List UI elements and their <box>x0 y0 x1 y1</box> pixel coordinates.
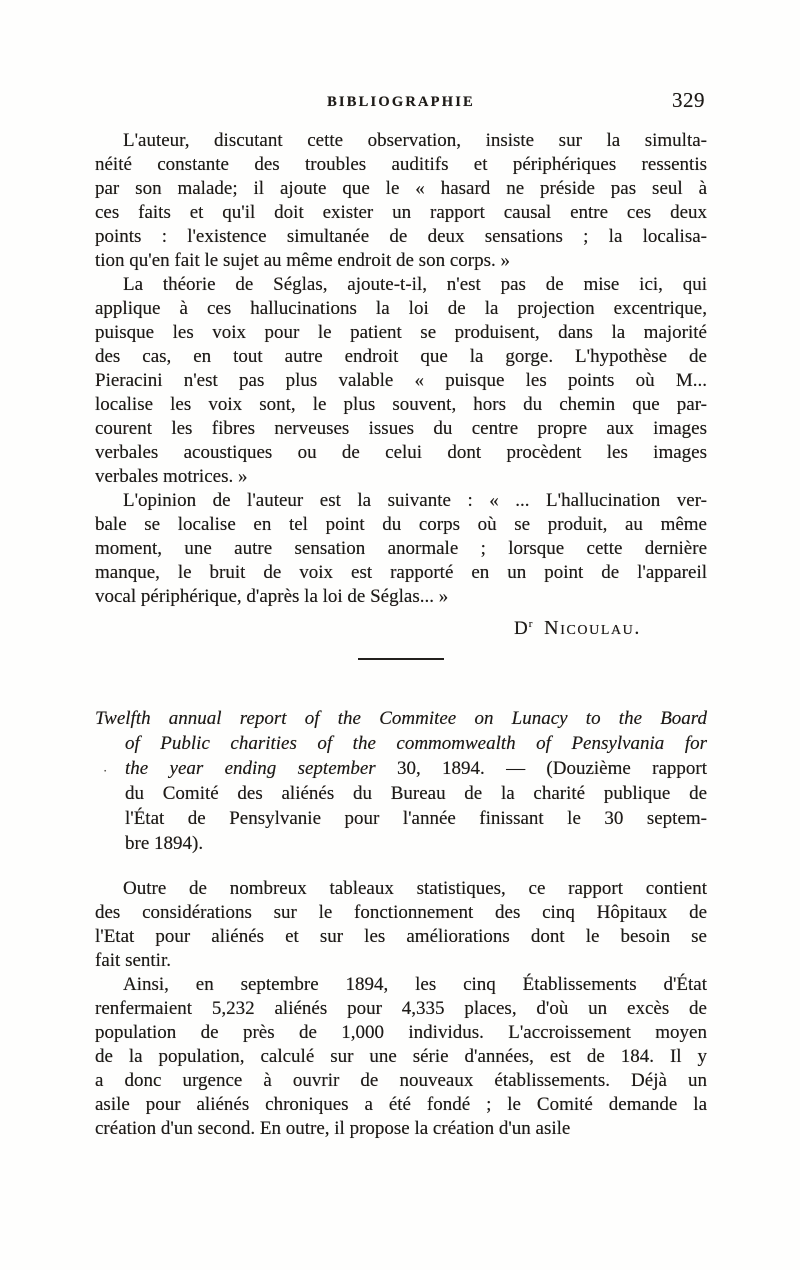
text-segment: du Comité des aliénés du Bureau de la charité publique de <box>125 783 707 804</box>
text-segment: l'Etat pour aliénés et sur les améliorations dont le besoin se <box>95 926 707 947</box>
text-line <box>95 441 707 465</box>
text-line <box>95 321 707 345</box>
text-segment: bre 1894). <box>125 833 204 854</box>
text-segment: des considérations sur le fonctionnement des cinq Hôpitaux de <box>95 902 707 923</box>
section-divider <box>358 658 444 660</box>
text-line <box>95 513 707 537</box>
text-segment: L'auteur, discutant cette observation, insiste sur la simulta- <box>123 130 707 151</box>
text-line <box>95 949 707 973</box>
text-segment: bale se localise en tel point du corps où se produit, au même <box>95 514 707 535</box>
text-line <box>95 369 707 393</box>
text-line <box>95 973 707 997</box>
text-line <box>95 997 707 1021</box>
running-title: BIBLIOGRAPHIE <box>327 94 475 110</box>
text-line <box>95 901 707 925</box>
text-line <box>95 537 707 561</box>
text-segment: Pieracini n'est pas plus valable « puisque les points où M... <box>95 370 707 391</box>
text-segment: manque, le bruit de voix est rapporté en un point de l'appareil <box>95 562 707 583</box>
text-line <box>95 756 707 781</box>
text-line <box>95 345 707 369</box>
text-segment: création d'un second. En outre, il propose la création d'un asile <box>95 1118 571 1139</box>
text-line <box>95 806 707 831</box>
text-segment: La théorie de Séglas, ajoute-t-il, n'est pas de mise ici, qui <box>123 274 707 295</box>
text-segment: de la population, calculé sur une série d'années, est de 184. Il y <box>95 1046 707 1067</box>
text-line <box>95 1117 707 1141</box>
page-header <box>95 90 707 112</box>
text-line <box>95 177 707 201</box>
text-segment: moment, une autre sensation anormale ; lorsque cette dernière <box>95 538 707 559</box>
text-line <box>95 831 707 856</box>
text-segment: localise les voix sont, le plus souvent, hors du chemin que par- <box>95 394 707 415</box>
text-segment: population de près de 1,000 individus. L'accroissement moyen <box>95 1022 707 1043</box>
text-line <box>95 129 707 153</box>
text-segment: 30, 1894. — (Douzième rapport <box>397 758 707 779</box>
signature-superscript: r <box>528 618 533 630</box>
text-line <box>95 273 707 297</box>
review-paragraph-1 <box>95 129 707 273</box>
text-segment: renfermaient 5,232 aliénés pour 4,335 places, d'où un excès de <box>95 998 707 1019</box>
text-line <box>95 1069 707 1093</box>
text-segment: a donc urgence à ouvrir de nouveaux établissements. Déjà un <box>95 1070 707 1091</box>
summary-paragraph-1 <box>95 877 707 973</box>
text-segment: fait sentir. <box>95 950 171 971</box>
review-section <box>95 129 707 637</box>
text-line <box>95 1021 707 1045</box>
text-line <box>95 585 707 609</box>
summary-section <box>95 877 707 1141</box>
text-segment: asile pour aliénés chroniques a été fondé ; le Comité demande la <box>95 1094 707 1115</box>
text-segment: Outre de nombreux tableaux statistiques, ce rapport contient <box>123 878 707 899</box>
text-line <box>95 297 707 321</box>
text-line <box>95 417 707 441</box>
text-line <box>95 561 707 585</box>
text-line <box>95 925 707 949</box>
text-line <box>95 706 707 731</box>
marginal-mark: · <box>103 763 108 778</box>
text-segment: applique à ces hallucinations la loi de la projection excentrique, <box>95 298 707 319</box>
review-paragraph-3 <box>95 489 707 609</box>
signature-name: Nicoulau. <box>544 617 641 639</box>
text-line <box>95 877 707 901</box>
text-segment: courent les fibres nerveuses issues du centre propre aux images <box>95 418 707 439</box>
signature-prefix: D <box>514 618 528 639</box>
text-segment: L'opinion de l'auteur est la suivante : « ... L'hallucination ver- <box>123 490 707 511</box>
text-line <box>95 489 707 513</box>
italic-text-segment: the year ending september <box>125 758 397 779</box>
author-signature <box>95 611 707 637</box>
text-line <box>95 249 707 273</box>
text-line <box>95 201 707 225</box>
text-segment: tion qu'en fait le sujet au même endroit de son corps. » <box>95 250 510 271</box>
summary-paragraph-2 <box>95 973 707 1141</box>
text-line <box>95 781 707 806</box>
text-segment: vocal périphérique, d'après la loi de Séglas... » <box>95 586 449 607</box>
text-segment: ces faits et qu'il doit exister un rapport causal entre ces deux <box>95 202 707 223</box>
review-paragraph-2 <box>95 273 707 489</box>
text-segment: verbales acoustiques ou de celui dont procèdent les images <box>95 442 707 463</box>
text-segment: néité constante des troubles auditifs et périphériques ressentis <box>95 154 707 175</box>
text-line <box>95 465 707 489</box>
text-line <box>95 393 707 417</box>
italic-text-segment: of Public charities of the commomwealth of Pensylvania for <box>125 733 707 754</box>
text-line <box>95 1093 707 1117</box>
text-segment: verbales motrices. » <box>95 466 248 487</box>
page-number: 329 <box>672 88 705 112</box>
text-segment: par son malade; il ajoute que le « hasard ne préside pas seul à <box>95 178 707 199</box>
text-segment: l'État de Pensylvanie pour l'année finissant le 30 septem- <box>125 808 707 829</box>
text-line <box>95 153 707 177</box>
text-line <box>95 225 707 249</box>
text-line <box>95 1045 707 1069</box>
italic-text-segment: Twelfth annual report of the Commitee on Lunacy to the Board <box>95 708 707 729</box>
citation-heading <box>95 706 707 856</box>
text-segment: des cas, en tout autre endroit que la gorge. L'hypothèse de <box>95 346 707 367</box>
text-line <box>95 731 707 756</box>
text-segment: Ainsi, en septembre 1894, les cinq Établissements d'État <box>123 974 707 995</box>
text-segment: puisque les voix pour le patient se produisent, dans la majorité <box>95 322 707 343</box>
text-segment: points : l'existence simultanée de deux sensations ; la localisa- <box>95 226 707 247</box>
